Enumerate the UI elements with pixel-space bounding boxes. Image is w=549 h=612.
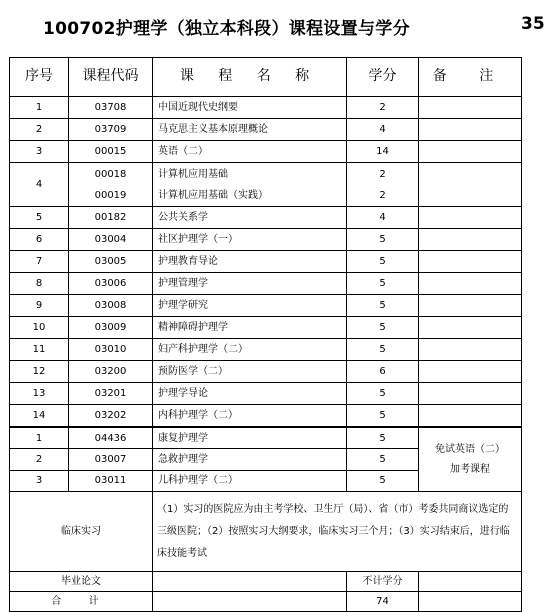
- row-number: 1: [10, 97, 69, 119]
- row-number: 6: [10, 229, 69, 251]
- course-code: [69, 119, 153, 141]
- row-number: 9: [10, 295, 69, 317]
- course-name-value: 计算机应用基础（实践）: [158, 189, 268, 201]
- course-code-value: 03004: [94, 234, 127, 245]
- course-credit-value: 2: [379, 102, 386, 113]
- extra-table-row: [10, 427, 522, 449]
- course-code: [69, 405, 153, 428]
- course-code-value: 00018: [94, 168, 127, 180]
- table-row: [10, 383, 522, 405]
- table-row: [10, 339, 522, 361]
- course-name-value: 护理教育导论: [158, 256, 218, 267]
- internship-label: 临床实习: [10, 492, 153, 572]
- course-credit: [347, 361, 419, 383]
- course-note: [419, 163, 522, 207]
- course-name: [153, 163, 347, 207]
- course-name-value: 社区护理学（一）: [158, 234, 238, 245]
- course-name: [153, 97, 347, 119]
- row-number: 3: [10, 470, 69, 492]
- table-row: [10, 141, 522, 163]
- course-code-value: 03202: [94, 410, 127, 421]
- course-name-value: 计算机应用基础: [158, 168, 228, 180]
- row-number: 2: [10, 449, 69, 471]
- course-code-value: 03200: [94, 366, 127, 377]
- course-credit: [347, 405, 419, 428]
- thesis-row: [10, 572, 522, 592]
- course-note: [419, 383, 522, 405]
- col-header-note: 备 注: [419, 58, 522, 97]
- course-code: [69, 273, 153, 295]
- course-code: 03007: [69, 449, 153, 471]
- table-row: [10, 405, 522, 428]
- course-name: [153, 141, 347, 163]
- course-name: [153, 339, 347, 361]
- course-code-value: 03008: [94, 300, 127, 311]
- course-credit: [347, 339, 419, 361]
- course-note: [419, 207, 522, 229]
- course-credit-value: 5: [379, 410, 386, 421]
- course-credit: [347, 207, 419, 229]
- course-credit: [347, 229, 419, 251]
- thesis-note-cell: [419, 572, 522, 592]
- course-credit-value: 5: [379, 234, 386, 245]
- course-code-value: 03006: [94, 278, 127, 289]
- course-note: [419, 251, 522, 273]
- table-row: [10, 317, 522, 339]
- course-note: [419, 229, 522, 251]
- course-name-value: 预防医学（二）: [158, 366, 228, 377]
- thesis-label: 毕业论文: [10, 572, 153, 592]
- course-code: [69, 163, 153, 207]
- row-number: 12: [10, 361, 69, 383]
- thesis-name-cell: [153, 572, 347, 592]
- table-row: [10, 119, 522, 141]
- internship-row: [10, 492, 522, 572]
- course-credit: [347, 97, 419, 119]
- course-name: [153, 317, 347, 339]
- course-code: [69, 295, 153, 317]
- row-number: 14: [10, 405, 69, 428]
- total-label: 合 计: [10, 592, 153, 612]
- page-number: 35: [521, 14, 545, 34]
- total-credit: 74: [347, 592, 419, 612]
- row-number: 2: [10, 119, 69, 141]
- course-name-value: 护理学导论: [158, 388, 208, 399]
- course-name-value: 马克思主义基本原理概论: [158, 124, 268, 135]
- course-credit: [347, 295, 419, 317]
- course-name: 儿科护理学（二）: [153, 470, 347, 492]
- course-credit: 5: [347, 470, 419, 492]
- row-number: 4: [10, 163, 69, 207]
- course-code: [69, 361, 153, 383]
- course-code: [69, 229, 153, 251]
- course-credit: 5: [347, 449, 419, 471]
- row-number: 8: [10, 273, 69, 295]
- extra-note-line: 免试英语（二）: [435, 443, 505, 455]
- course-code-value: 03005: [94, 256, 127, 267]
- extra-note-line: 加考课程: [450, 463, 490, 475]
- row-number: 7: [10, 251, 69, 273]
- course-credit: [347, 317, 419, 339]
- col-header-no: 序号: [10, 58, 69, 97]
- course-code: [69, 141, 153, 163]
- course-credit-value: 5: [379, 300, 386, 311]
- course-credit-value: 2: [379, 189, 386, 201]
- row-number: 13: [10, 383, 69, 405]
- row-number: 3: [10, 141, 69, 163]
- course-code-value: 00019: [94, 189, 127, 201]
- course-code: [69, 251, 153, 273]
- course-name: [153, 405, 347, 428]
- course-credit: [347, 383, 419, 405]
- course-note: [419, 141, 522, 163]
- row-number: 11: [10, 339, 69, 361]
- course-name-value: 公共关系学: [158, 212, 208, 223]
- col-header-code: 课程代码: [69, 58, 153, 97]
- course-name: [153, 251, 347, 273]
- course-code-value: 03201: [94, 388, 127, 399]
- course-name-value: 妇产科护理学（二）: [158, 344, 248, 355]
- row-number: 5: [10, 207, 69, 229]
- course-credit-value: 5: [379, 344, 386, 355]
- row-number: 10: [10, 317, 69, 339]
- course-code-value: 00182: [94, 212, 127, 223]
- course-code: [69, 383, 153, 405]
- course-code: 04436: [69, 427, 153, 449]
- page-title: 100702护理学（独立本科段）课程设置与学分: [43, 19, 410, 39]
- course-code: [69, 207, 153, 229]
- course-credit: 5: [347, 427, 419, 449]
- course-code-value: 03009: [94, 322, 127, 333]
- course-name-value: 英语（二）: [158, 146, 208, 157]
- thesis-credit: 不计学分: [347, 572, 419, 592]
- course-code-value: 03010: [94, 344, 127, 355]
- course-name-value: 精神障碍护理学: [158, 322, 228, 333]
- course-name-value: 护理管理学: [158, 278, 208, 289]
- course-credit: [347, 119, 419, 141]
- course-name-value: 内科护理学（二）: [158, 410, 238, 421]
- course-note: [419, 295, 522, 317]
- course-code: [69, 339, 153, 361]
- table-row: [10, 295, 522, 317]
- course-credit: [347, 273, 419, 295]
- table-row: [10, 273, 522, 295]
- course-name-value: 护理学研究: [158, 300, 208, 311]
- table-row: [10, 251, 522, 273]
- course-code: [69, 97, 153, 119]
- course-credit: [347, 251, 419, 273]
- course-credit: [347, 163, 419, 207]
- course-table: [9, 57, 522, 612]
- course-note: [419, 405, 522, 428]
- course-note: [419, 317, 522, 339]
- course-note: [419, 339, 522, 361]
- table-header-row: [10, 58, 522, 97]
- course-name: [153, 207, 347, 229]
- course-credit-value: 6: [379, 366, 386, 377]
- course-credit-value: 4: [379, 212, 386, 223]
- course-note: [419, 97, 522, 119]
- course-note: [419, 361, 522, 383]
- course-note: [419, 273, 522, 295]
- course-code-value: 00015: [94, 146, 127, 157]
- course-name: 急救护理学: [153, 449, 347, 471]
- table-row: [10, 97, 522, 119]
- course-credit-value: 5: [379, 388, 386, 399]
- course-code-value: 03709: [94, 124, 127, 135]
- table-row: [10, 163, 522, 207]
- course-credit: [347, 141, 419, 163]
- row-number: 1: [10, 427, 69, 449]
- course-credit-value: 14: [376, 146, 389, 157]
- table-row: [10, 361, 522, 383]
- table-row: [10, 229, 522, 251]
- course-note: [419, 119, 522, 141]
- course-credit-value: 5: [379, 322, 386, 333]
- course-name: [153, 119, 347, 141]
- col-header-name: 课 程 名 称: [153, 58, 347, 97]
- course-code-value: 03708: [94, 102, 127, 113]
- course-code: [69, 317, 153, 339]
- course-name: [153, 383, 347, 405]
- extra-course-note: [419, 427, 522, 492]
- course-credit-value: 5: [379, 278, 386, 289]
- course-credit-value: 5: [379, 256, 386, 267]
- course-name: [153, 273, 347, 295]
- table-row: [10, 207, 522, 229]
- course-name: [153, 229, 347, 251]
- course-credit-value: 4: [379, 124, 386, 135]
- course-name: 康复护理学: [153, 427, 347, 449]
- course-name-value: 中国近现代史纲要: [158, 102, 238, 113]
- course-name: [153, 361, 347, 383]
- col-header-credit: 学分: [347, 58, 419, 97]
- course-name: [153, 295, 347, 317]
- course-code: 03011: [69, 470, 153, 492]
- internship-remark: （1）实习的医院应为由主考学校、卫生厅（局）、省（市）考委共同商议选定的三级医院；（2）按照实习大纲要求，临床实习三个月；（3）实习结束后，进行临床技能考试: [153, 492, 522, 572]
- course-credit-value: 2: [379, 168, 386, 180]
